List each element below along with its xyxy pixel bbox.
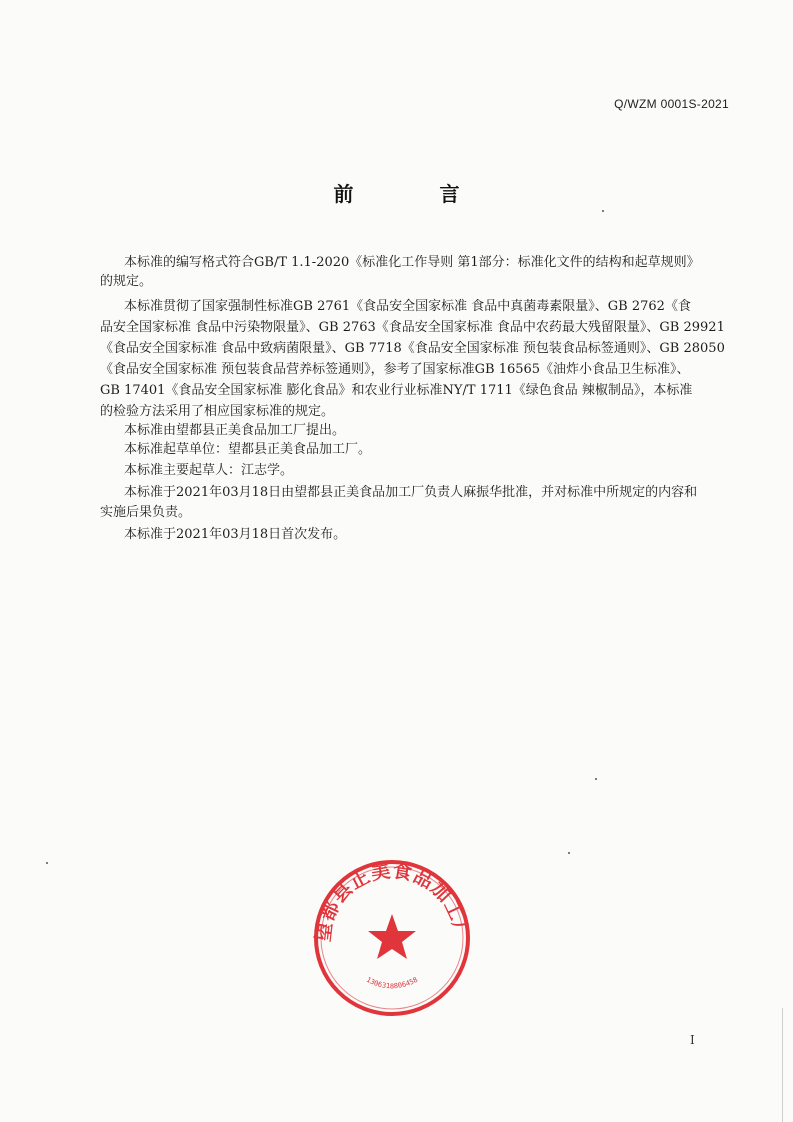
page-number: I (690, 1033, 695, 1047)
paragraph-3: 本标准由望都县正美食品加工厂提出。 (124, 423, 346, 438)
paragraph-1-line-1: 本标准的编写格式符合GB/T 1.1-2020《标准化工作导则 第1部分：标准化文件的结构和起草规则》 (124, 255, 700, 270)
paragraph-2-line-2: 品安全国家标准 食品中污染物限量》、GB 2763《食品安全国家标准 食品中农药最大残留限量》、GB 29921 (100, 320, 725, 335)
standard-code: Q/WZM 0001S-2021 (614, 97, 729, 111)
paragraph-2-line-3: 《食品安全国家标准 食品中致病菌限量》、GB 7718《食品安全国家标准 预包装食品标签通则》、GB 28050 (100, 341, 725, 356)
paragraph-1-line-2: 的规定。 (100, 274, 153, 289)
paragraph-6-line-1: 本标准于2021年03月18日由望都县正美食品加工厂负责人麻振华批准，并对标准中所规定的内容和 (124, 485, 698, 500)
seal-star-icon (368, 914, 416, 959)
page-title: 前言 (333, 182, 546, 206)
scan-speck (602, 210, 604, 212)
paragraph-2-line-6: 的检验方法采用了相应国家标准的规定。 (100, 404, 335, 419)
paragraph-5: 本标准主要起草人：江志学。 (124, 463, 294, 478)
paragraph-2-line-1: 本标准贯彻了国家强制性标准GB 2761《食品安全国家标准 食品中真菌毒素限量》、GB 2762《食 (124, 299, 691, 314)
paragraph-4: 本标准起草单位：望都县正美食品加工厂。 (124, 442, 372, 457)
paragraph-2-line-4: 《食品安全国家标准 预包装食品营养标签通则》，参考了国家标准GB 16565《油炸小食品卫生标准》、 (100, 362, 690, 377)
paragraph-7: 本标准于2021年03月18日首次发布。 (124, 527, 347, 542)
scan-speck (46, 862, 48, 864)
scan-speck (595, 778, 597, 780)
official-seal (312, 858, 472, 1018)
seal-number: 1306318806458 (364, 975, 420, 991)
scan-speck (568, 852, 570, 854)
scan-edge-line (782, 1008, 783, 1122)
paragraph-6-line-2: 实施后果负责。 (100, 505, 192, 520)
paragraph-2-line-5: GB 17401《食品安全国家标准 膨化食品》和农业行业标准NY/T 1711《绿色食品 辣椒制品》，本标准 (100, 383, 693, 398)
seal-company-name: 望都县正美食品加工厂 (312, 859, 472, 943)
